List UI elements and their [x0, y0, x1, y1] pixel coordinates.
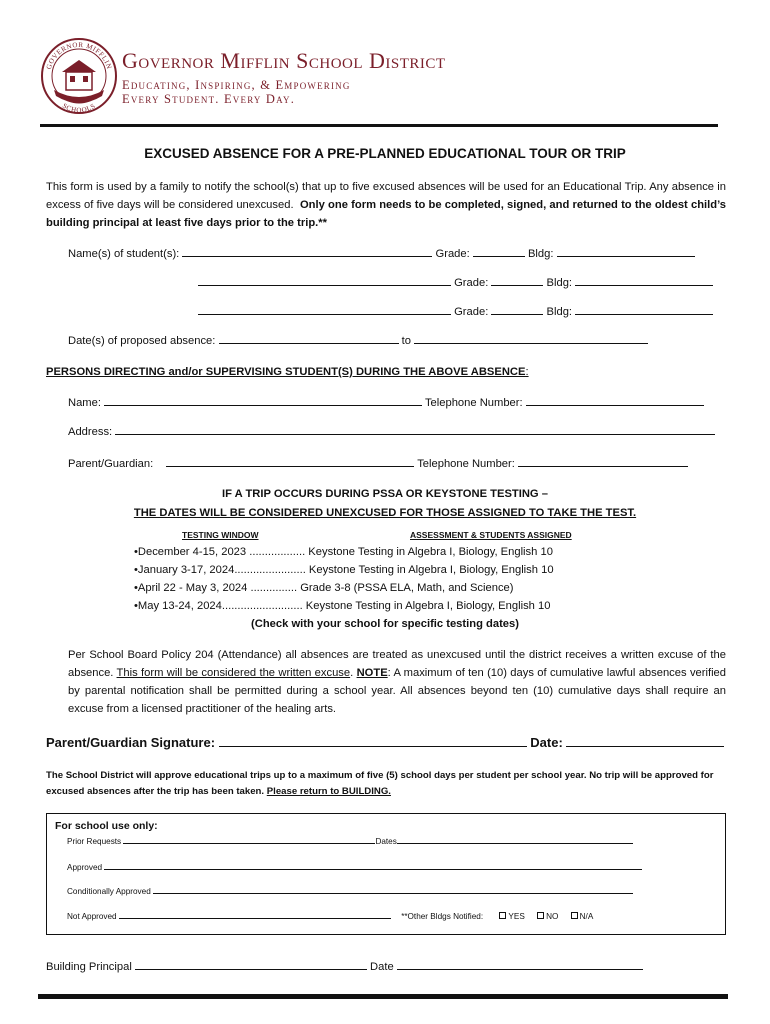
- na-checkbox[interactable]: [571, 912, 578, 919]
- students-label: Name(s) of student(s):: [68, 248, 180, 260]
- student-name-field-2[interactable]: [198, 275, 451, 286]
- testing-heading-1: IF A TRIP OCCURS DURING PSSA OR KEYSTONE TESTING –: [222, 488, 548, 500]
- address-row: [68, 424, 715, 438]
- bldg-field-3[interactable]: [575, 304, 713, 315]
- prior-requests-row: Prior Requests Dates: [67, 836, 633, 846]
- supervisor-name-field[interactable]: [104, 395, 422, 406]
- parent-phone-field[interactable]: [518, 456, 688, 467]
- school-use-title: For school use only:: [55, 820, 158, 832]
- testing-row: •May 13-24, 2024.......................... Keystone Testing in Algebra I, Biology, English 10: [134, 600, 551, 612]
- supervisor-phone-field[interactable]: [526, 395, 704, 406]
- district-name: Governor Mifflin School District: [122, 48, 446, 73]
- testing-row: •April 22 - May 3, 2024 ............... Grade 3-8 (PSSA ELA, Math, and Science): [134, 582, 514, 594]
- grade-field-2[interactable]: [491, 275, 543, 286]
- conditionally-approved-field[interactable]: [153, 886, 633, 894]
- not-approved-field[interactable]: [119, 911, 391, 919]
- absence-dates-row: [68, 333, 648, 347]
- prior-dates-field[interactable]: [397, 836, 633, 844]
- end-date-field[interactable]: [414, 333, 648, 344]
- student-row-2: [198, 275, 713, 289]
- principal-date-label: Date: [370, 961, 394, 973]
- school-use-box: [46, 813, 726, 935]
- testing-heading-2: THE DATES WILL BE CONSIDERED UNEXCUSED FOR THOSE ASSIGNED TO TAKE THE TEST.: [133, 507, 637, 519]
- parent-row: [68, 456, 688, 470]
- footer-divider: [38, 994, 728, 999]
- testing-check-note: (Check with your school for specific testing dates): [251, 618, 519, 630]
- note-label: NOTE: [356, 667, 388, 679]
- grade-label: Grade:: [435, 248, 470, 260]
- telephone-label: Telephone Number:: [424, 397, 523, 409]
- prior-requests-field[interactable]: [123, 836, 375, 844]
- conditionally-approved-row: Conditionally Approved: [67, 886, 633, 896]
- approved-row: Approved: [67, 862, 642, 872]
- approved-field[interactable]: [104, 862, 642, 870]
- supervisor-name-row: [68, 395, 704, 409]
- to-label: to: [401, 335, 411, 347]
- signature-row: [46, 734, 724, 750]
- principal-field[interactable]: [135, 959, 367, 970]
- intro-paragraph: [46, 178, 726, 232]
- bldg-label: Bldg:: [546, 277, 573, 289]
- form-title: EXCUSED ABSENCE FOR A PRE-PLANNED EDUCATIONAL TOUR OR TRIP: [144, 146, 626, 161]
- district-tagline-1: Educating, Inspiring, & Empowering: [122, 78, 351, 92]
- name-label: Name:: [68, 397, 101, 409]
- testing-window-header: TESTING WINDOW: [182, 530, 259, 540]
- grade-field-1[interactable]: [473, 246, 525, 257]
- bldg-field-1[interactable]: [557, 246, 695, 257]
- bldg-field-2[interactable]: [575, 275, 713, 286]
- grade-label: Grade:: [454, 277, 489, 289]
- student-row-1: [68, 246, 695, 260]
- approval-note: The School District will approve educational trips up to a maximum of five (5) school days per student per school year. No trip will be approved for excused absences after the trip has been taken. Please return to BUILDING.: [46, 770, 714, 797]
- signature-date-label: Date:: [530, 735, 563, 750]
- signature-label: Parent/Guardian Signature:: [46, 735, 216, 750]
- student-name-field-3[interactable]: [198, 304, 451, 315]
- return-to-building: Please return to BUILDING.: [266, 786, 391, 797]
- district-tagline-2: Every Student. Every Day.: [122, 92, 296, 106]
- intro-text: This form is used by a family to notify the school(s) that up to five excused absences will be used for an Educational Trip. Any absence in excess of five days will be considered unexcused.: [46, 181, 726, 211]
- principal-date-field[interactable]: [397, 959, 643, 970]
- intro-bold-text: Only one form needs to be completed, signed, and returned to the oldest child’s building principal at least five days prior to the trip.**: [46, 199, 727, 229]
- persons-heading: PERSONS DIRECTING and/or SUPERVISING STUDENT(S) DURING THE ABOVE ABSENCE:: [46, 366, 529, 378]
- principal-label: Building Principal: [46, 961, 132, 973]
- parent-label: Parent/Guardian:: [68, 458, 154, 470]
- start-date-field[interactable]: [219, 333, 399, 344]
- dates-label: Date(s) of proposed absence:: [68, 335, 216, 347]
- signature-field[interactable]: [219, 734, 527, 747]
- testing-row: •December 4-15, 2023 .................. Keystone Testing in Algebra I, Biology, English 10: [134, 546, 553, 558]
- grade-label: Grade:: [454, 306, 489, 318]
- policy-paragraph: Per School Board Policy 204 (Attendance) all absences are treated as unexcused until the district receives a written excuse of the absence. This form will be considered the written excuse. NOTE: A maximum of ten (10) days of cumulative lawful absences verified by parental notification shall be permitted during a school year. All absences beyond ten (10) cumulative days shall require an excuse from a licensed practitioner of the healing arts.: [68, 649, 727, 715]
- no-checkbox[interactable]: [537, 912, 544, 919]
- written-excuse-text: This form will be considered the written excuse: [116, 667, 351, 679]
- bldg-label: Bldg:: [546, 306, 573, 318]
- grade-field-3[interactable]: [491, 304, 543, 315]
- district-seal-logo: [40, 32, 118, 122]
- not-approved-row: Not Approved **Other Bldgs Notified: YES NO N/A: [67, 912, 594, 921]
- principal-row: [46, 959, 643, 973]
- signature-date-field[interactable]: [566, 734, 724, 747]
- header-divider: [40, 124, 718, 127]
- svg-text:GOVERNOR MIFFLIN: GOVERNOR MIFFLIN: [44, 40, 114, 71]
- telephone-label: Telephone Number:: [417, 458, 515, 470]
- student-row-3: [198, 304, 713, 318]
- parent-name-field[interactable]: [166, 456, 414, 467]
- svg-text:SCHOOLS: SCHOOLS: [60, 101, 98, 115]
- assessment-header: ASSESSMENT & STUDENTS ASSIGNED: [410, 530, 572, 540]
- address-label: Address:: [68, 426, 113, 438]
- yes-checkbox[interactable]: [499, 912, 506, 919]
- bldg-label: Bldg:: [527, 248, 554, 260]
- testing-row: •January 3-17, 2024....................... Keystone Testing in Algebra I, Biology, English 10: [134, 564, 554, 576]
- district-header: [40, 32, 740, 124]
- student-name-field-1[interactable]: [182, 246, 432, 257]
- address-field[interactable]: [115, 424, 715, 435]
